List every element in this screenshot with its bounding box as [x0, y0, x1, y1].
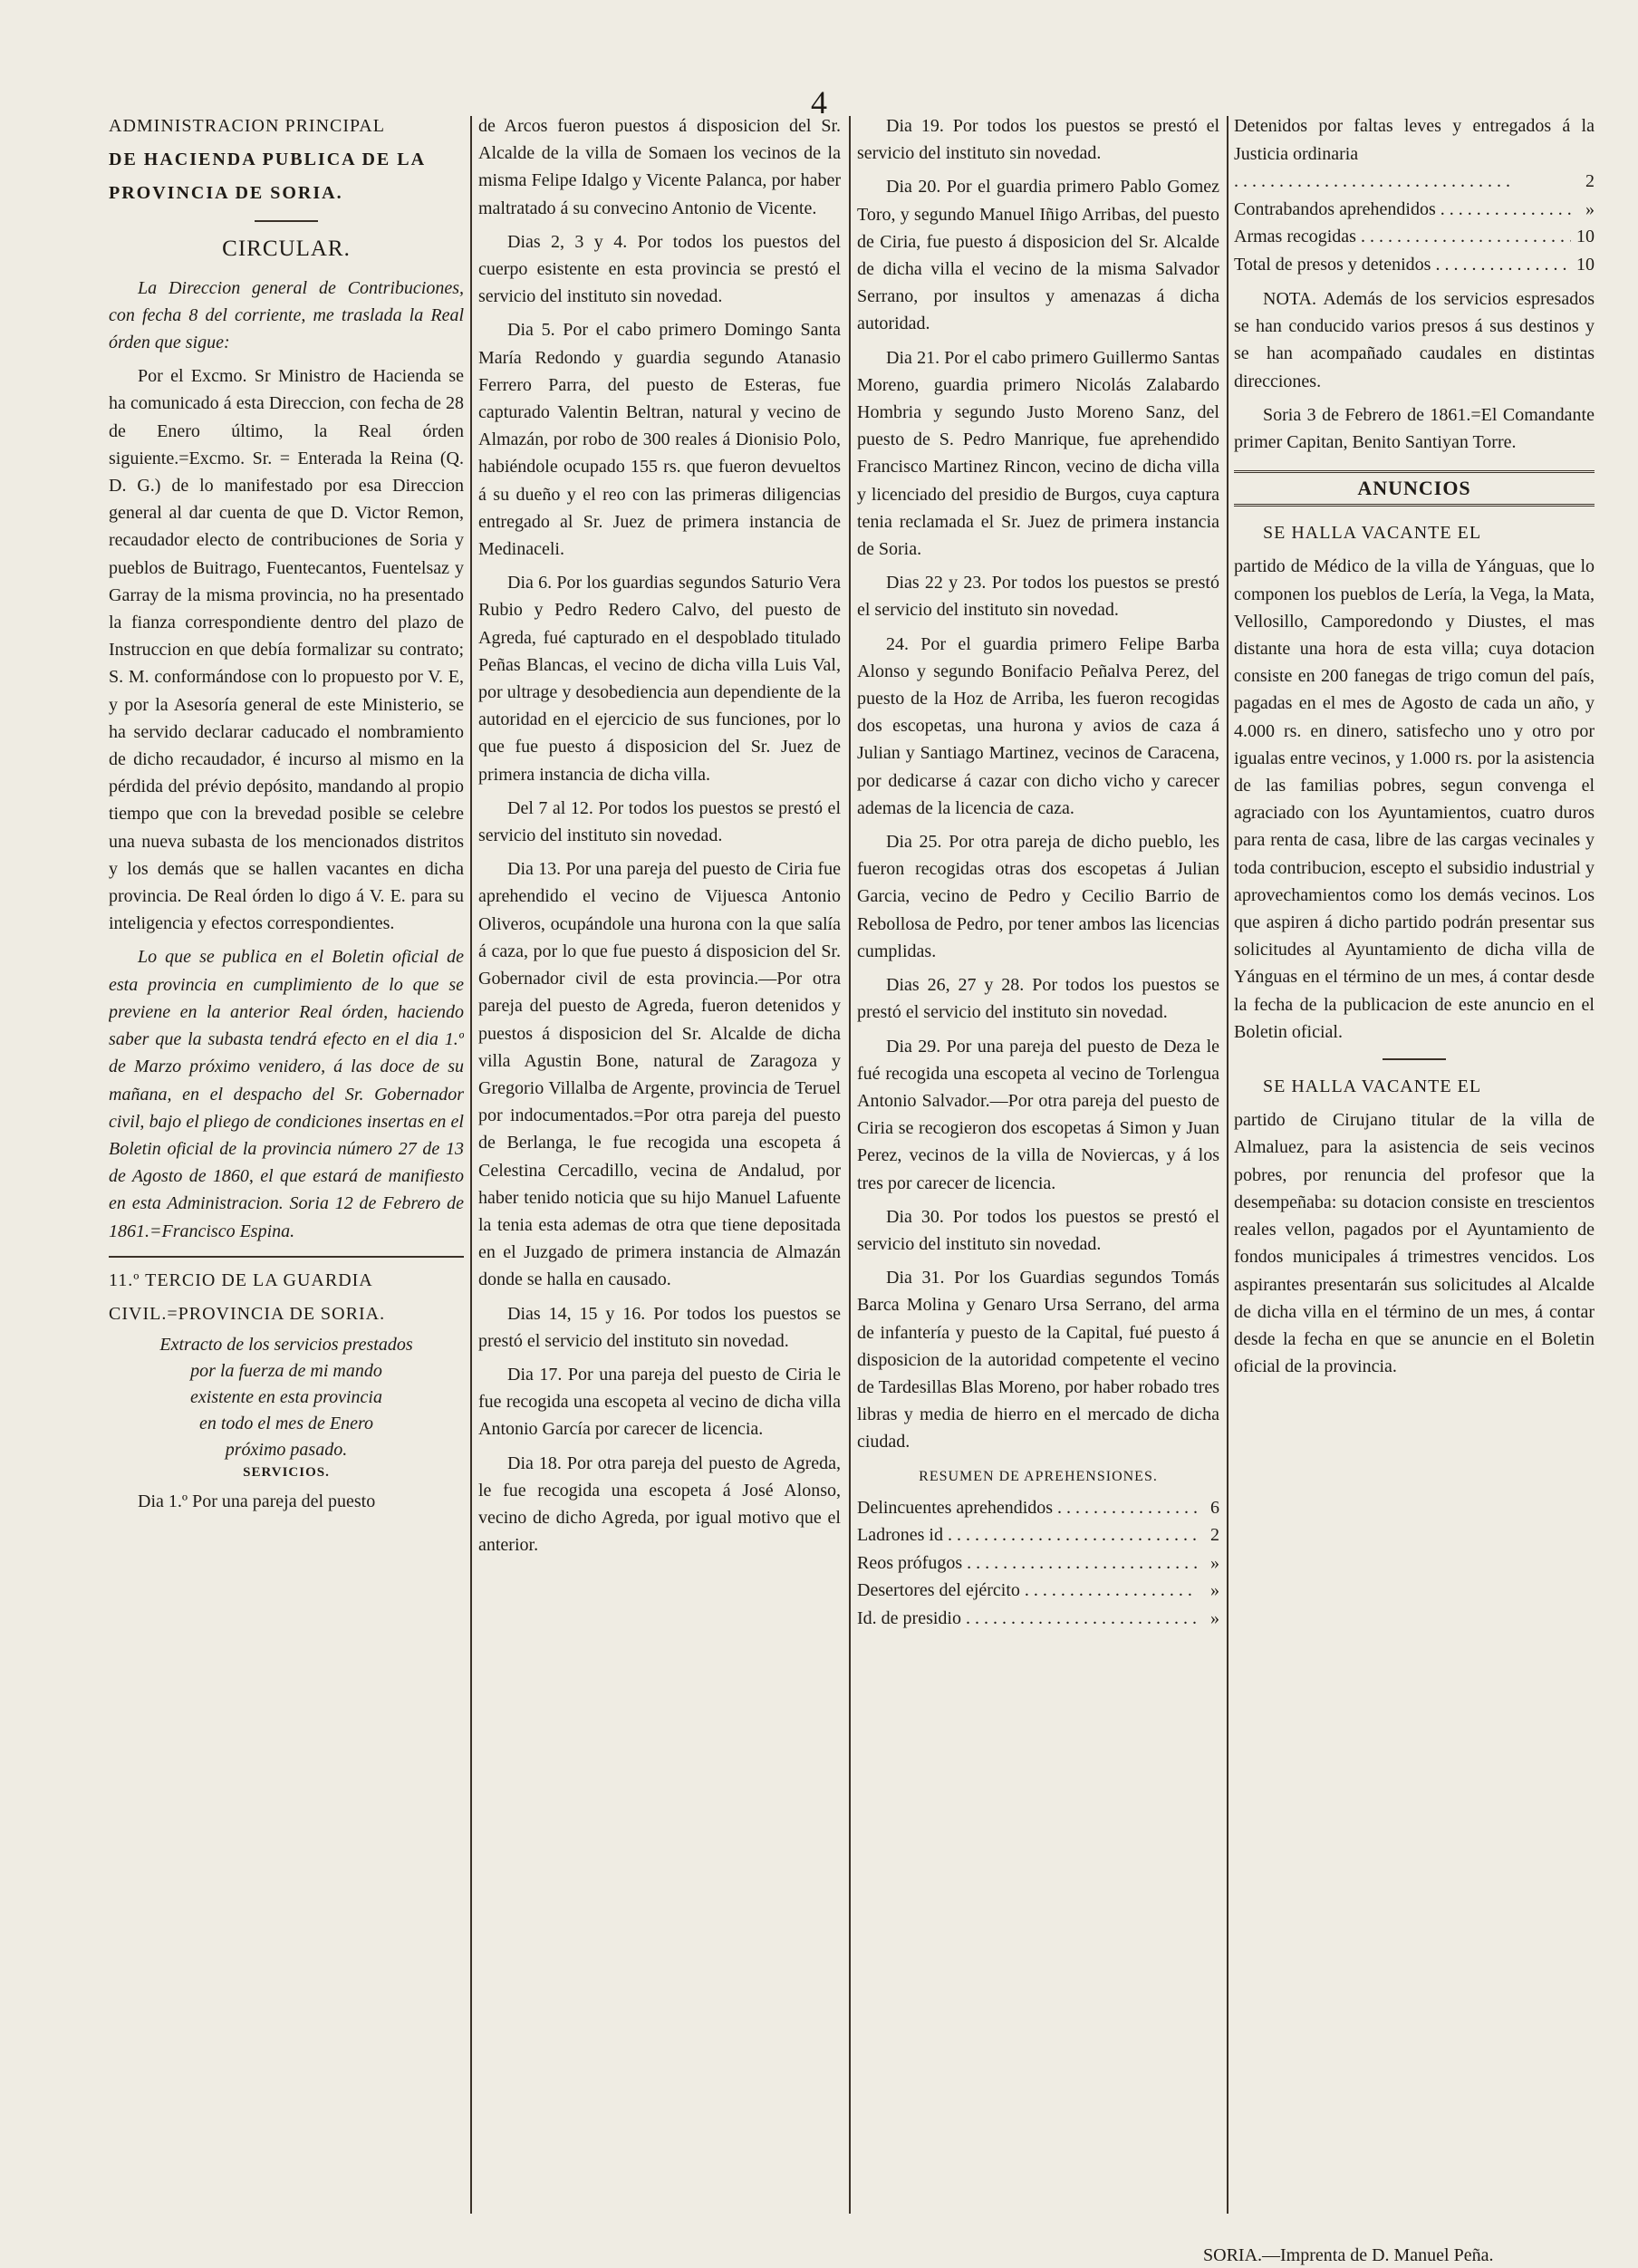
extract-line: en todo el mes de Enero	[199, 1414, 373, 1434]
service-entry: Dias 14, 15 y 16. Por todos los puestos se prestó el servicio del instituto sin novedad.	[478, 1303, 841, 1351]
service-entry: Dia 1.º Por una pareja del puesto	[138, 1491, 376, 1512]
extract-line: próximo pasado.	[225, 1440, 348, 1461]
service-entry: Dia 18. Por otra pareja del puesto de Agreda, le fue recogida una escopeta á José Alonso, vecino de dicho Agreda, por igual motivo que el anterior.	[478, 1452, 841, 1556]
column-rule	[849, 116, 851, 2214]
column-1	[109, 112, 464, 2232]
resumen-row	[857, 1577, 1219, 1605]
service-entry: Dias 26, 27 y 28. Por todos los puestos se prestó el servicio del instituto sin novedad.	[857, 975, 1219, 1023]
resumen-value: »	[1585, 198, 1595, 219]
resumen-value: »	[1210, 1552, 1219, 1573]
column-4	[1234, 112, 1595, 2232]
resumen-value: »	[1210, 1580, 1219, 1601]
resumen-row	[1234, 168, 1595, 196]
vacancy-title: SE HALLA VACANTE EL	[1263, 523, 1482, 544]
resumen-row	[857, 1494, 1219, 1522]
resumen-value: »	[1210, 1607, 1219, 1628]
resumen-label: Detenidos por faltas leves y entregados á la Justicia ordinaria	[1234, 116, 1595, 164]
service-entry: Dia 6. Por los guardias segundos Saturio Vera Rubio y Pedro Redero Calvo, del puesto de Agreda, fué capturado en el despoblado titulado Peñas Blancas, el vecino de dicha villa Luis Val, por ultrage y desobediencia aun dependiente de la autoridad en el ejercicio de sus funciones, por lo que fue puesto á disposicion del Sr. Juez de primera instancia de dicha villa.	[478, 573, 841, 785]
resumen-row	[1234, 223, 1595, 251]
resumen-row	[857, 1605, 1219, 1633]
circular-closing: Lo que se publica en el Boletin oficial de esta provincia en cumplimiento de lo que se previene en la anterior Real órden, haciendo saber que la subasta tendrá efecto en el dia 1.º de Marzo próximo venidero, á las doce de su mañana, en el despacho del Sr. Gobernador civil, bajo el pliego de condiciones insertas en el Boletin oficial de la provincia número 27 de 13 de Agosto de 1860, el que estará de manifiesto en esta Administracion. Soria 12 de Febrero de 1861.=Francisco Espina.	[109, 947, 464, 1241]
service-entry: Dias 22 y 23. Por todos los puestos se prestó el servicio del instituto sin novedad.	[857, 573, 1219, 621]
circular-title: CIRCULAR.	[222, 236, 351, 261]
extract-line: existente en esta provincia	[190, 1387, 382, 1408]
service-entry: Dias 2, 3 y 4. Por todos los puestos del cuerpo esistente en esta provincia se prestó el servicio del instituto sin novedad.	[478, 231, 841, 307]
resumen-value: 6	[1210, 1497, 1219, 1518]
resumen-label: Ladrones id . . .	[857, 1521, 1198, 1549]
service-entry: Del 7 al 12. Por todos los puestos se prestó el servicio del instituto sin novedad.	[478, 797, 841, 846]
servicios-heading: SERVICIOS.	[243, 1465, 330, 1481]
service-entry: Dia 21. Por el cabo primero Guillermo Santas Moreno, guardia primero Nicolás Zalabardo Hombria y segundo Justo Moreno Sanz, del puesto de S. Pedro Manrique, fue aprehendido Francisco Martinez Rincon, vecino de dicha villa y licenciado del presidio de Burgos, cuya captura tenia reclamada el Sr. Juez de primera instancia de Soria.	[857, 347, 1219, 560]
service-entry: Dia 29. Por una pareja del puesto de Deza le fué recogida una escopeta al vecino de Torlengua Antonio Salvador.—Por otra pareja del puesto de Ciria se recogieron dos escopetas á Simon y Juan Perez, vecinos de la villa de Noviercas, y á los tres por carecer de licencia.	[857, 1036, 1219, 1193]
circular-body: Por el Excmo. Sr Ministro de Hacienda se ha comunicado á esta Direccion, con fecha de 28 de Enero último, la Real órden siguiente.=Excmo. Sr. = Enterada la Reina (Q. D. G.) de lo manifestado por esa Direccion general al dar cuenta de que D. Victor Remon, recaudador electo de contribuciones de Soria y pueblos de Buitrago, Fuentecantos, Fuentelsaz y Garray de la misma provincia, no ha presentado la fianza correspondiente dentro del plazo de Instruccion en que debía formalizar su contrato; S. M. conformándose con lo propuesto por V. E, y por la Asesoría general de este Ministerio, se ha servido declarar caducado el nombramiento de dicho recaudador, é incurso al mismo en la pérdida del prévio depósito, mandando al propio tiempo que con la brevedad posible se celebre una nueva subasta de los mencionados distritos y los demás que se hallen vacantes en dicha provincia. De Real órden lo digo á V. E. para su inteligencia y efectos correspondientes.	[109, 366, 464, 934]
resumen-label: Id. de presidio . . .	[857, 1605, 1198, 1633]
divider	[109, 1256, 464, 1258]
vacancy-text: partido de Médico de la villa de Yánguas, que lo componen los pueblos de Lería, la Vega, la Mata, Vellosillo, Camporedondo y Diustes, el mas distante una hora de esta villa; cuya dotacion consiste en 200 fanegas de trigo comun del país, pagadas en el mes de Agosto de cada un año, y 4.000 rs. en dinero, satisfecho uno y otro por igualas entre vecinos, y 1.000 rs. por la asistencia de las familias pobres, segun convenga el agraciado con los Ayuntamientos, cuatro duros para renta de casa, libre de las cargas vecinales y toda contribucion, escepto el subsidio industrial y aprovechamientos como los demás vecinos. Los que aspiren á dicho partido podrán presentar sus solicitudes al Ayuntamiento de dicha villa de Yánguas en el término de un mes, á contar desde la fecha de la publicacion de este anuncio en el Boletin oficial.	[1234, 556, 1595, 1042]
divider	[255, 220, 318, 222]
service-entry: Dia 5. Por el cabo primero Domingo Santa María Redondo y guardia segundo Atanasio Ferrero Parra, del puesto de Esteras, fue capturado Valentin Beltran, natural y vecino de Almazán, por robo de 300 reales á Dionisio Polo, habiéndole ocupado 155 rs. que fueron devueltos á su dueño y el reo con las primeras diligencias entregado al Sr. Juez de primera instancia de Medinaceli.	[478, 320, 841, 560]
resumen-label: Contrabandos aprehendidos . . .	[1234, 196, 1573, 224]
resumen-row	[857, 1521, 1219, 1549]
resumen-value: 2	[1210, 1525, 1219, 1546]
service-entry: Dia 25. Por otra pareja de dicho pueblo, les fueron recogidas otras dos escopetas á Julian Garcia, vecino de Pedro y Cecilio Barrio de Rebollosa de Pedro, por tener ambos las licencias cumplidas.	[857, 832, 1219, 961]
resumen-value: 10	[1576, 254, 1595, 275]
resumen-label: Armas recogidas . . .	[1234, 223, 1571, 251]
column-2	[478, 112, 841, 2232]
resumen-value: 2	[1585, 171, 1595, 191]
extract-line: Extracto de los servicios prestados	[159, 1335, 413, 1356]
tercio-title: 11.º TERCIO DE LA GUARDIA	[109, 1269, 373, 1290]
vacancy-text: partido de Cirujano titular de la villa de Almaluez, para la asistencia de seis vecinos pobres, por renuncia del profesor que la desempeñaba: su dotacion consiste en trescientos reales vellon, pagados por el Ayuntamiento de fondos municipales á trimestres vencidos. Los aspirantes presentarán sus solicitudes al Alcalde de dicha villa en el término de un mes, á contar desde la fecha en que se anuncie en el Boletin oficial de la provincia.	[1234, 1110, 1595, 1377]
circular-intro: La Direccion general de Contribuciones, con fecha 8 del corriente, me traslada la Real órden que sigue:	[109, 277, 464, 353]
service-entry: Dia 13. Por una pareja del puesto de Ciria fue aprehendido el vecino de Vijuesca Antonio Oliveros, ocupándole una hurona con la que salía á caza, por lo que fue puesto á disposicion del Sr. Gobernador civil de esta provincia.—Por otra pareja del puesto de Agreda, fueron detenidos y puestos á disposicion del Sr. Alcalde de dicha villa Agustin Bone, natural de Zaragoza y Gregorio Villalba de Argente, provincia de Teruel por indocumentados.=Por otra pareja del puesto de Berlanga, le fue recogida una escopeta á Celestina Cercadillo, vecina de Andalud, por haber tenido noticia que su hijo Manuel Lafuente la tenia esta ademas de otra que tiene depositada en el Juzgado de primera instancia de Almazán donde se halla en causado.	[478, 859, 841, 1290]
nota: NOTA. Además de los servicios espresados se han conducido varios presos á sus destinos y se han acompañado caudales en distintas direcciones.	[1234, 289, 1595, 391]
resumen-row	[857, 1549, 1219, 1578]
service-entry: Dia 20. Por el guardia primero Pablo Gomez Toro, y segundo Manuel Iñigo Arribas, del puesto de Ciria, fue puesto á disposicion del Sr. Alcalde de dicha villa el vecino de la misma Salvador Serrano, por insultos y amenazas á dicha autoridad.	[857, 177, 1219, 334]
vacancy-title: SE HALLA VACANTE EL	[1263, 1076, 1482, 1097]
resumen-value: 10	[1576, 227, 1595, 246]
resumen-row	[1234, 251, 1595, 279]
service-entry: Dia 31. Por los Guardias segundos Tomás Barca Molina y Genaro Ursa Serrano, del arma de infantería y puesto de la Capital, fué puesto á disposicion de la autoridad competente el vecino de Tardesillas Blas Moreno, por haber robado tres libras y media de hierro en el mercado de dicha ciudad.	[857, 1268, 1219, 1452]
tercio-subtitle: CIVIL.=PROVINCIA DE SORIA.	[109, 1303, 386, 1324]
service-entry: 24. Por el guardia primero Felipe Barba Alonso y segundo Bonifacio Peñalva Perez, del puesto de la Hoz de Arriba, les fueron recogidas dos escopetas, una hurona y avios de caza á Julian y Santiago Martinez, vecinos de Caracena, por dedicarse á cazar con dicho vicho y carecer ademas de la licencia de caza.	[857, 633, 1219, 818]
resumen-label: Desertores del ejército . . .	[857, 1577, 1198, 1605]
printer-imprint: SORIA.—Imprenta de D. Manuel Peña.	[1203, 2245, 1494, 2265]
page-number: 4	[811, 84, 827, 121]
column-rule	[470, 116, 472, 2214]
resumen-title: RESUMEN DE APREHENSIONES.	[919, 1468, 1158, 1484]
admin-heading-line2: DE HACIENDA PUBLICA DE LA	[109, 150, 427, 170]
resumen-label: Reos prófugos . . .	[857, 1549, 1198, 1578]
column-rule	[1227, 116, 1228, 2214]
service-entry: Dia 17. Por una pareja del puesto de Ciria le fue recogida una escopeta al vecino de dicha villa Antonio García por carecer de licencia.	[478, 1364, 841, 1440]
service-entry: de Arcos fueron puestos á disposicion del Sr. Alcalde de la villa de Somaen los vecinos de la misma Felipe Idalgo y Vicente Palanca, por haber maltratado á su convecino Antonio de Vicente.	[478, 116, 841, 218]
column-3	[857, 112, 1219, 2232]
resumen-row	[1234, 196, 1595, 224]
signature-date: Soria 3 de Febrero de 1861.=El Comandante primer Capitan, Benito Santiyan Torre.	[1234, 404, 1595, 453]
admin-heading: ADMINISTRACION PRINCIPAL	[109, 116, 385, 136]
resumen-label: Delincuentes aprehendidos . . .	[857, 1494, 1198, 1522]
extract-line: por la fuerza de mi mando	[190, 1361, 382, 1382]
anuncios-heading: ANUNCIOS	[1234, 470, 1595, 507]
admin-heading-line3: PROVINCIA DE SORIA.	[109, 183, 343, 204]
service-entry: Dia 30. Por todos los puestos se prestó el servicio del instituto sin novedad.	[857, 1206, 1219, 1254]
resumen-label: Total de presos y detenidos . . .	[1234, 251, 1571, 279]
divider	[1383, 1058, 1446, 1060]
service-entry: Dia 19. Por todos los puestos se prestó el servicio del instituto sin novedad.	[857, 116, 1219, 164]
